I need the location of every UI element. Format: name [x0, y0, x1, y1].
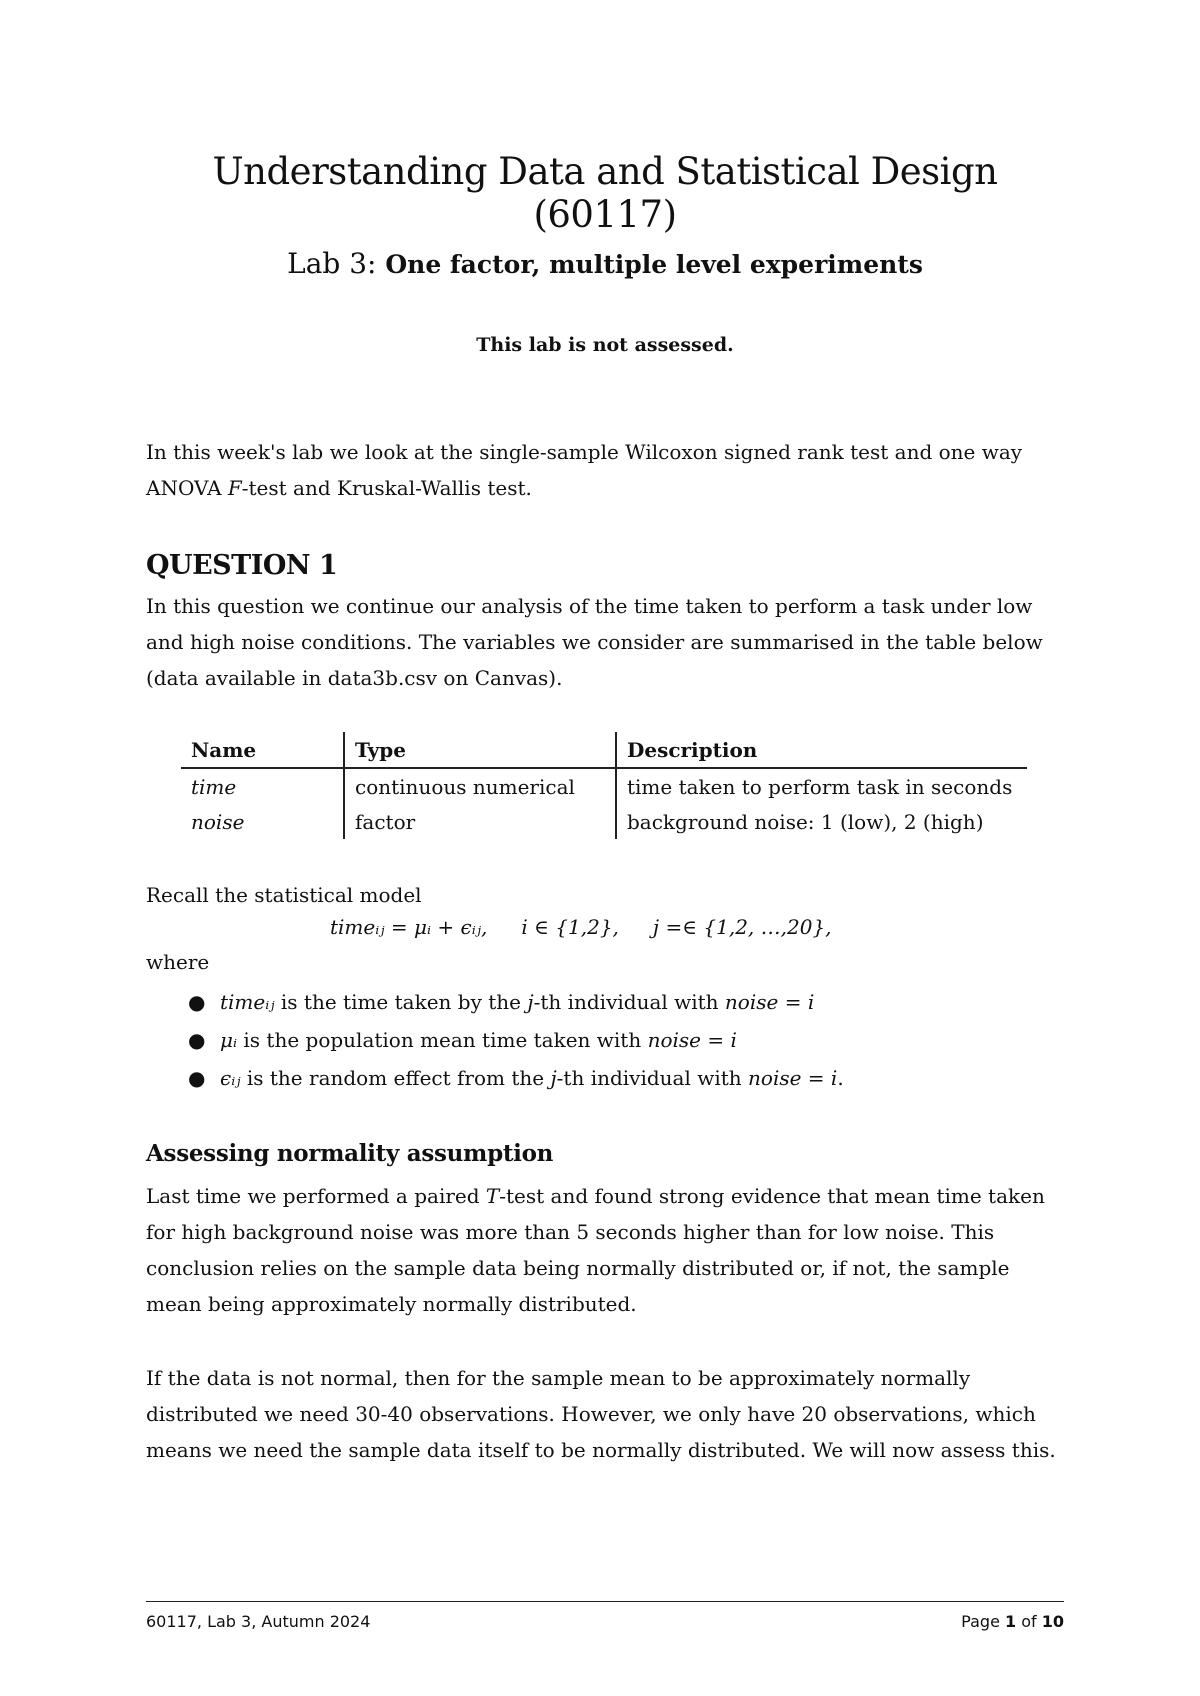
list-item — [146, 1060, 844, 1098]
lab-subtitle — [146, 247, 1064, 280]
symbol: timeᵢⱼ — [220, 990, 275, 1014]
symbol: j — [550, 1066, 557, 1090]
table-row — [181, 768, 1027, 804]
definitions-list — [146, 984, 844, 1098]
footer-course-info: 60117, Lab 3, Autumn 2024 — [146, 1612, 371, 1631]
definition-text: -th individual with — [533, 990, 725, 1014]
equation-j-range: j =∈ {1,2, …,20}, — [652, 915, 832, 939]
condition: noise = i — [748, 1066, 838, 1090]
definition-text: is the time taken by the — [274, 990, 528, 1014]
t-symbol: T — [485, 1184, 500, 1208]
symbol: j — [527, 990, 534, 1014]
cell-name: noise — [191, 809, 245, 834]
header-name: Name — [181, 732, 344, 768]
list-item — [146, 984, 844, 1022]
condition: noise = i — [647, 1028, 737, 1052]
equation-main: timeᵢⱼ = μᵢ + ϵᵢⱼ, — [330, 915, 488, 939]
section-heading: Assessing normality assumption — [146, 1140, 554, 1167]
document-title: Understanding Data and Statistical Design (60117) — [212, 150, 998, 236]
normality-paragraph-1 — [146, 1178, 1064, 1322]
page-word: Page — [961, 1612, 1005, 1631]
definition-text: is the random effect from the — [240, 1066, 551, 1090]
definition-text: is the population mean time taken with — [237, 1028, 648, 1052]
where-label: where — [146, 950, 210, 974]
bullet-icon: ● — [188, 1028, 206, 1052]
cell-name: time — [191, 774, 237, 799]
header-type: Type — [344, 732, 616, 768]
page-number — [961, 1612, 1064, 1631]
condition: noise = i — [724, 990, 815, 1014]
cell-type: continuous numerical — [344, 768, 616, 804]
symbol: ϵᵢⱼ — [220, 1066, 241, 1090]
intro-text-b: -test and Kruskal-Wallis test. — [241, 476, 532, 500]
footer-divider — [146, 1601, 1064, 1602]
total-pages: 10 — [1041, 1612, 1064, 1631]
table-row — [181, 804, 1027, 839]
normality-paragraph-2: If the data is not normal, then for the sample mean to be approximately normally distributed we need 30-40 observations. However, we only have 20 observations, which means we need the sample data itself to be normally distributed. We will now assess this. — [146, 1366, 1056, 1462]
normality-text-a: Last time we performed a paired — [146, 1184, 486, 1208]
assessment-notice: This lab is not assessed. — [476, 334, 734, 356]
intro-paragraph — [146, 434, 1064, 506]
bullet-icon: ● — [188, 990, 206, 1014]
question-paragraph: In this question we continue our analysis of the time taken to perform a task under low and high noise conditions. The variables we consider are summarised in the table below (data available in data3b.csv on Canvas). — [146, 594, 1043, 690]
normality-text-b: -test and found strong evidence that mean time taken for high background noise was more than 5 seconds higher than for low noise. This conclusion relies on the sample data being normally distributed or, if not, the sample mean being approximately normally distributed. — [146, 1184, 1045, 1316]
f-symbol: F — [227, 476, 242, 500]
cell-description: background noise: 1 (low), 2 (high) — [616, 804, 1027, 839]
recall-text: Recall the statistical model — [146, 883, 422, 907]
cell-type: factor — [344, 804, 616, 839]
variables-table — [181, 732, 1027, 839]
question-heading: QUESTION 1 — [146, 550, 338, 581]
bullet-icon: ● — [188, 1066, 206, 1090]
symbol: μᵢ — [220, 1028, 238, 1052]
equation-i-range: i ∈ {1,2}, — [521, 915, 619, 939]
intro-text-a: In this week's lab we look at the single-sample Wilcoxon signed rank test and one way ANOVA — [146, 440, 1023, 500]
lab-label: Lab 3: — [287, 247, 377, 280]
cell-description: time taken to perform task in seconds — [616, 768, 1027, 804]
current-page: 1 — [1005, 1612, 1017, 1631]
definition-text: -th individual with — [556, 1066, 749, 1090]
table-header-row — [181, 732, 1027, 768]
header-description: Description — [616, 732, 1027, 768]
lab-topic: One factor, multiple level experiments — [385, 250, 923, 279]
list-item — [146, 1022, 844, 1060]
definition-end: . — [837, 1066, 844, 1090]
model-equation — [330, 915, 832, 939]
of-word: of — [1016, 1612, 1042, 1631]
